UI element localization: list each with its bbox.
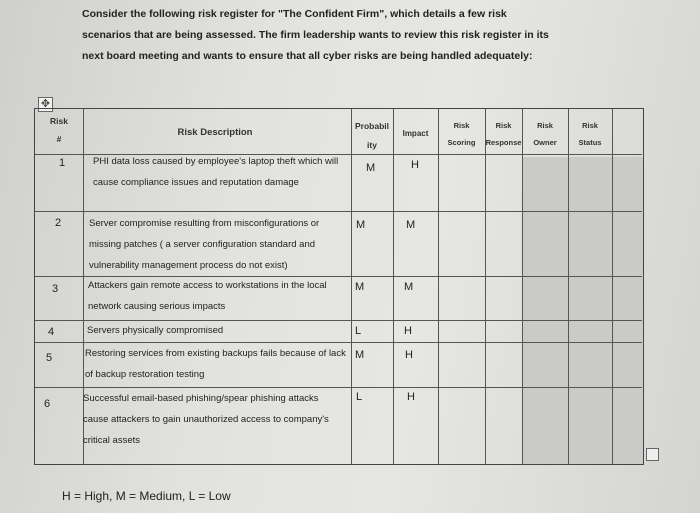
table-resize-handle-icon[interactable] — [646, 448, 659, 461]
header-risk-owner: Risk Owner — [533, 121, 557, 147]
risk-number: 6 — [44, 398, 51, 410]
impact-value: H — [405, 349, 413, 361]
grid-line — [485, 109, 486, 464]
risk-description: Restoring services from existing backups fails because of lack of backup restoration testing — [85, 348, 346, 380]
risk-number: 5 — [46, 352, 53, 364]
header-risk-description: Risk Description — [177, 127, 253, 138]
risk-description: Server compromise resulting from misconfigurations or missing patches ( a server configuration standard and vulnerability management process do not exist) — [89, 218, 320, 271]
risk-number: 2 — [55, 217, 62, 229]
impact-value: H — [407, 391, 415, 403]
risk-description: Attackers gain remote access to workstations in the local network causing serious impacts — [88, 280, 327, 312]
grid-line — [393, 109, 394, 464]
impact-value: H — [411, 159, 419, 171]
risk-number: 1 — [59, 157, 66, 169]
grid-line — [351, 109, 352, 464]
probability-value: M — [356, 219, 366, 231]
grid-line — [568, 109, 569, 464]
header-risk-status: Risk Status — [578, 121, 602, 147]
shaded-column-owner — [568, 157, 612, 464]
risk-register-table — [34, 108, 644, 465]
impact-value: M — [406, 219, 416, 231]
risk-description: Successful email-based phishing/spear phishing attacks cause attackers to gain unauthorized access to company's critical assets — [83, 393, 329, 446]
impact-value: H — [404, 325, 412, 337]
risk-number: 3 — [52, 283, 59, 295]
risk-number: 4 — [48, 326, 55, 338]
header-risk-number: Risk # — [50, 116, 68, 144]
grid-line — [438, 109, 439, 464]
risk-description: Servers physically compromised — [87, 325, 224, 336]
probability-value: M — [355, 349, 365, 361]
probability-value: L — [356, 391, 363, 403]
legend-text: H = High, M = Medium, L = Low — [62, 489, 231, 503]
impact-value: M — [404, 281, 414, 293]
header-risk-scoring: Risk Scoring — [447, 121, 476, 147]
shaded-column-response — [522, 157, 568, 464]
probability-value: L — [355, 325, 362, 337]
risk-description: PHI data loss caused by employee's laptop theft which will cause compliance issues and reputation damage — [93, 156, 339, 188]
table-move-handle-icon[interactable]: ✥ — [38, 97, 53, 112]
shaded-column-status — [612, 157, 643, 464]
probability-value: M — [355, 281, 365, 293]
grid-line — [522, 109, 523, 464]
grid-line — [612, 109, 613, 464]
question-text: Consider the following risk register for "The Confident Firm", which details a few risk scenarios that are being assessed. The firm leadership wants to review this risk register in its next board meeting and wants to ensure that all cyber risks are being handled adequately: — [82, 8, 549, 62]
probability-value: M — [366, 162, 376, 174]
header-risk-response: Risk Response — [485, 121, 522, 147]
header-impact: Impact — [402, 129, 429, 138]
grid-line — [35, 211, 642, 212]
header-probability: Probabil ity — [354, 121, 389, 150]
